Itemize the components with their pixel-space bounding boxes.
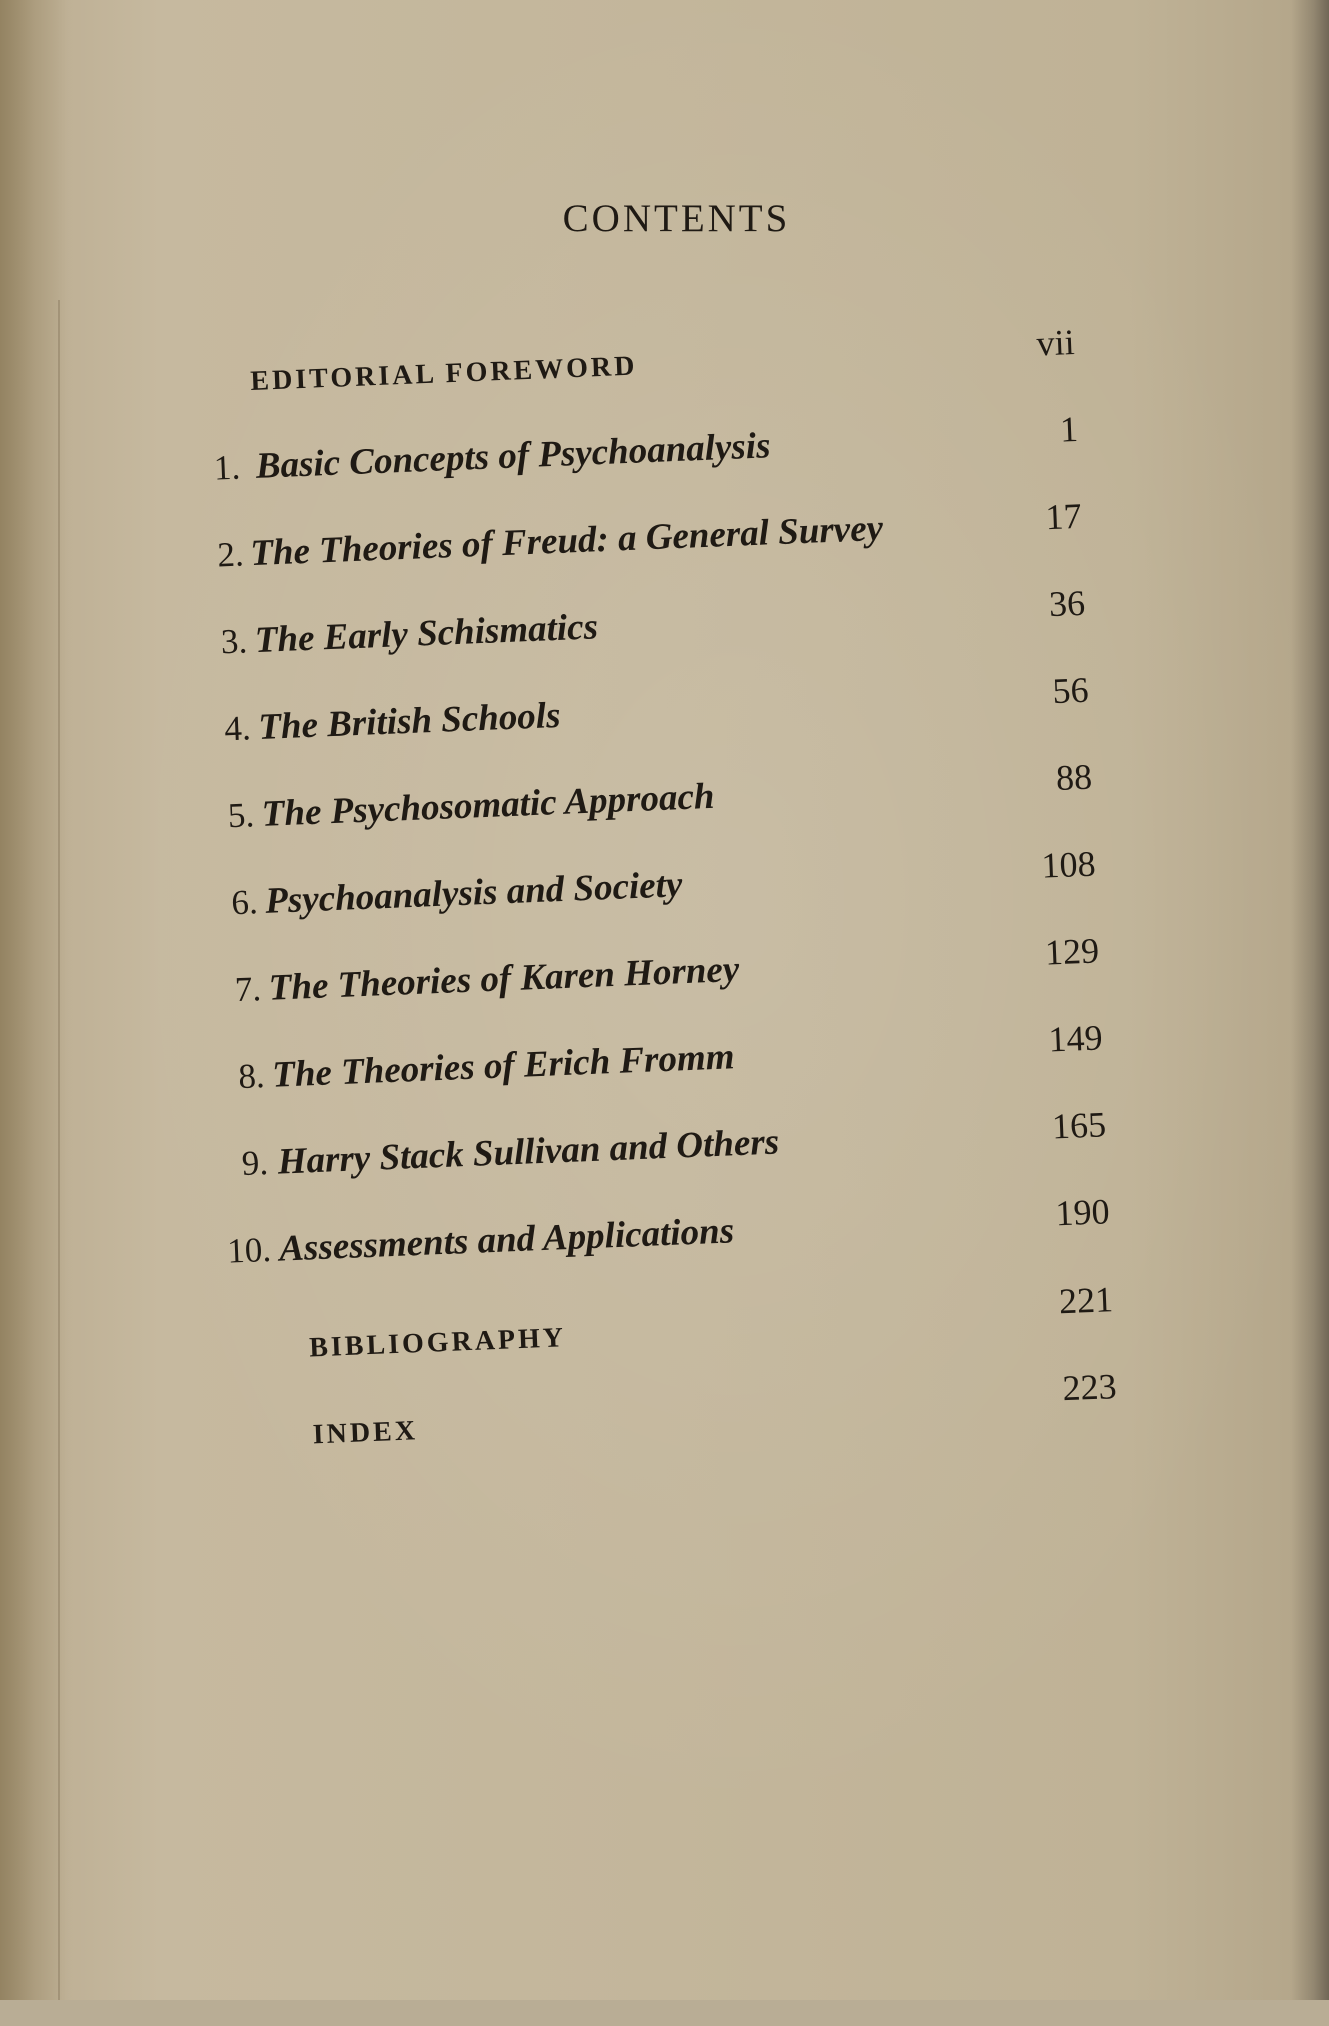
chapter-number: 9. <box>241 1142 269 1184</box>
toc-entry-title: EDITORIAL FOREWORD <box>249 350 638 398</box>
toc-entry-page: 108 <box>1040 843 1097 886</box>
chapter-number: 8. <box>237 1056 266 1097</box>
chapter-title: The British Schools <box>257 694 562 748</box>
toc-entry-page: 1 <box>1059 408 1079 450</box>
toc-entry-page: 221 <box>1058 1279 1114 1322</box>
chapter-number: 2. <box>216 534 245 575</box>
toc-entry-page: 17 <box>1044 495 1083 538</box>
toc-entry-page: 223 <box>1061 1366 1118 1409</box>
toc-entry-page: 149 <box>1047 1017 1104 1060</box>
chapter-number: 5. <box>227 795 255 836</box>
chapter-title: The Early Schismatics <box>254 606 599 662</box>
chapter-number: 7. <box>234 969 262 1010</box>
chapter-title: The Theories of Karen Horney <box>268 948 740 1009</box>
chapter-title: The Theories of Erich Fromm <box>271 1036 736 1096</box>
toc-entry-page: 129 <box>1044 930 1100 973</box>
toc-entry-page: 88 <box>1055 756 1093 799</box>
toc-entry-title: BIBLIOGRAPHY <box>308 1322 567 1364</box>
chapter-title: Psychoanalysis and Society <box>264 864 684 922</box>
toc-entry-page: 56 <box>1051 669 1090 712</box>
chapter-title: Harry Stack Sullivan and Others <box>276 1121 780 1183</box>
chapter-number: 3. <box>220 621 248 662</box>
chapter-title: Basic Concepts of Psychoanalysis <box>255 425 772 487</box>
chapter-title: The Psychosomatic Approach <box>261 775 716 835</box>
contents-heading: CONTENTS <box>562 197 791 240</box>
toc-entry-page: 36 <box>1048 582 1086 625</box>
toc-entry-page: vii <box>1035 321 1076 364</box>
chapter-number: 4. <box>223 708 252 749</box>
chapter-title: The Theories of Freud: a General Survey <box>249 507 884 575</box>
chapter-number: 10. <box>226 1229 272 1271</box>
chapter-number: 6. <box>230 882 259 923</box>
chapter-title: Assessments and Applications <box>278 1210 735 1270</box>
toc-entry-page: 165 <box>1051 1104 1107 1147</box>
toc-entry-page: 190 <box>1054 1191 1111 1234</box>
chapter-number: 1. <box>213 447 241 488</box>
toc-entry-title: INDEX <box>312 1415 419 1451</box>
